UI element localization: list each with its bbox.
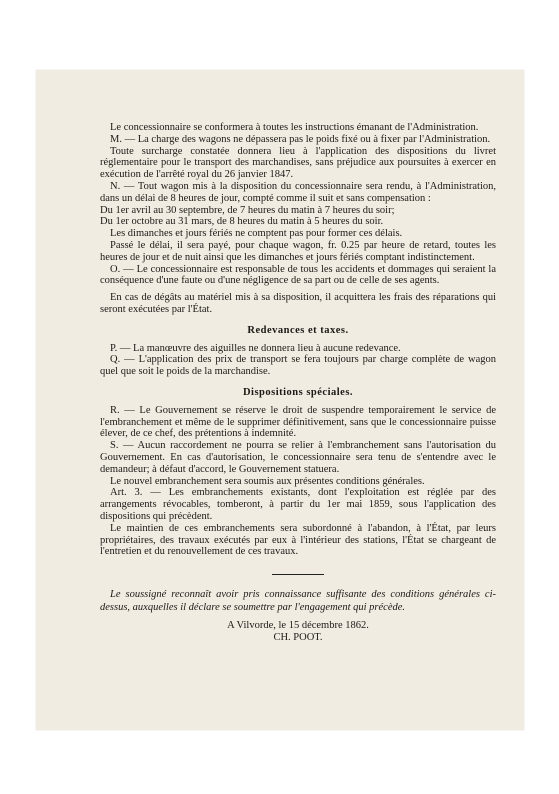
paragraph: S. — Aucun raccordement ne pourra se relier à l'embranchement sans l'autorisation du Gouvernement. En cas d'autorisation, le concessionnaire sera tenu de s'entendre avec le demandeur; à défaut d'accord, le Gouvernement statuera. — [100, 440, 496, 475]
separator-rule — [272, 574, 324, 575]
signature-name: CH. POOT. — [273, 632, 323, 644]
paragraph: Le maintien de ces embranchements sera subordonné à l'abandon, à l'État, par leurs propriétaires, des travaux exécutés par eux à l'intérieur des stations, l'État se chargeant de l'entretien et du renouvellement de ces travaux. — [100, 522, 496, 558]
paragraph: Q. — L'application des prix de transport se fera toujours par charge complète de wagon quel que soit le poids de la marchandise. — [100, 354, 496, 378]
paragraph: Toute surcharge constatée donnera lieu à l'application des dispositions du livret réglementaire pour le transport des marchandises, sans préjudice aux poursuites à exercer en exécution de l'arrêté royal du 26 janvier 1847. — [100, 145, 496, 181]
paragraph: Passé le délai, il sera payé, pour chaque wagon, fr. 0.25 par heure de retard, toutes les heures de jour et de nuit ainsi que les dimanches et jours fériés comptant indistinctement. — [100, 239, 496, 263]
paragraph: Le concessionnaire se conformera à toutes les instructions émanant de l'Administration. — [110, 122, 479, 133]
paragraph: Les dimanches et jours fériés ne comptent pas pour former ces délais. — [110, 228, 403, 240]
signature-block — [100, 620, 496, 644]
section-title-dispositions: Dispositions spéciales. — [242, 386, 354, 398]
paragraph: O. — Le concessionnaire est responsable de tous les accidents et dommages qui seraient la conséquence d'une faute ou d'une négligence de sa part ou de celle de ses agents. — [100, 263, 496, 287]
paragraph: Du 1er avril au 30 septembre, de 7 heures du matin à 7 heures du soir; — [100, 204, 395, 216]
paragraph: Le nouvel embranchement sera soumis aux présentes conditions générales. — [110, 475, 425, 487]
paragraph: En cas de dégâts au matériel mis à sa disposition, il acquittera les frais des réparations qui seront exécutées par l'État. — [100, 292, 496, 315]
paragraph: N. — Tout wagon mis à la disposition du concessionnaire sera rendu, à l'Administration, dans un délai de 8 heures de jour, compté comme il suit et sans compensation : — [100, 180, 496, 204]
declaration-text: Le soussigné reconnaît avoir pris connaissance suffisante des conditions générales ci-dessus, auxquelles il déclare se soumettre par l'engagement qui précède. — [100, 589, 496, 613]
section-title-redevances: Redevances et taxes. — [247, 324, 349, 336]
paragraph: M. — La charge des wagons ne dépassera pas le poids fixé ou à fixer par l'Administration. — [110, 133, 491, 145]
signature-place-date: A Vilvorde, le 15 décembre 1862. — [227, 620, 369, 632]
paragraph: Du 1er octobre au 31 mars, de 8 heures du matin à 5 heures du soir. — [100, 216, 384, 228]
paragraph: R. — Le Gouvernement se réserve le droit de suspendre temporairement le service de l'embranchement et même de le supprimer définitivement, sans que le concessionnaire puisse élever, de ce chef, des prétentions à indemnité. — [100, 404, 496, 440]
paragraph: P. — La manœuvre des aiguilles ne donnera lieu à aucune redevance. — [110, 342, 401, 354]
paragraph: Art. 3. — Les embranchements existants, dont l'exploitation est réglée par des arrangements révocables, tomberont, à partir du 1er mai 1859, sous l'application des dispositions qui précèdent. — [100, 487, 496, 522]
document-body — [100, 122, 496, 644]
